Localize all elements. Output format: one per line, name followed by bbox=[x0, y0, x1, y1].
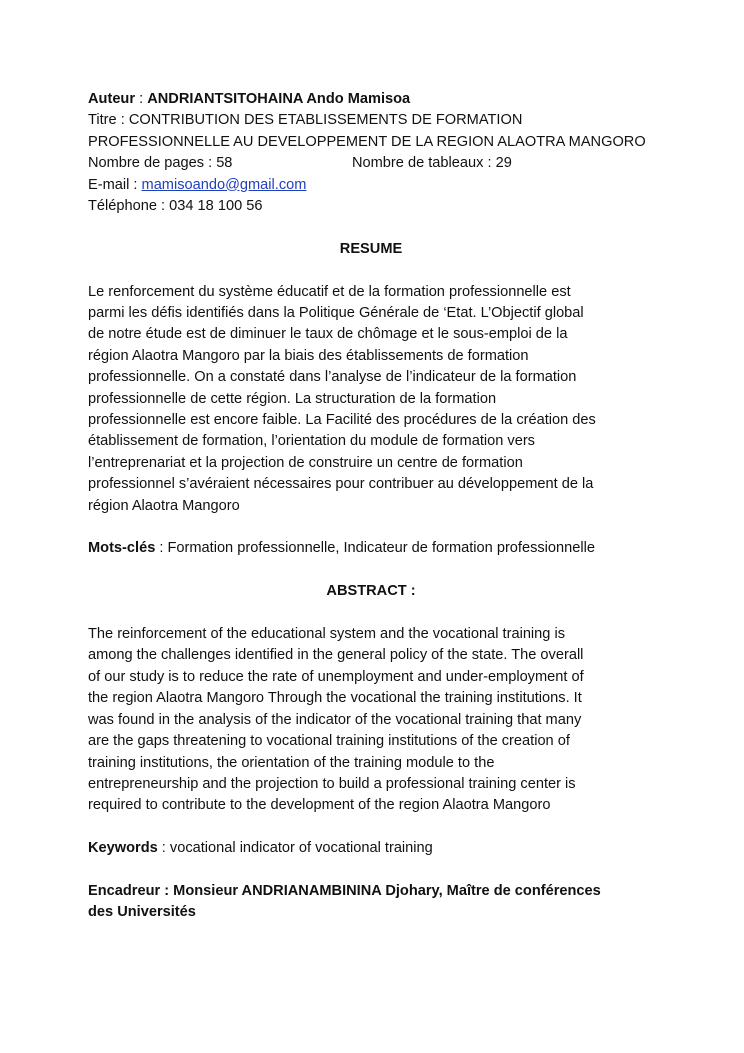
resume-keywords-label: Mots-clés bbox=[88, 540, 156, 557]
document-page bbox=[88, 89, 654, 924]
author-label: Auteur bbox=[88, 91, 136, 107]
pages-separator: : bbox=[204, 155, 217, 172]
abstract-keywords-label: Keywords bbox=[88, 840, 158, 857]
supervisor-line-1 bbox=[88, 881, 654, 902]
phone-value: 034 18 100 56 bbox=[169, 198, 263, 215]
phone-separator: : bbox=[156, 198, 170, 215]
title-label: Titre bbox=[88, 112, 117, 129]
email-line bbox=[88, 175, 654, 196]
pages-count bbox=[88, 153, 352, 174]
abstract-heading: ABSTRACT : bbox=[326, 583, 416, 600]
resume-keywords-separator: : bbox=[155, 540, 168, 557]
abstract-paragraph bbox=[88, 624, 654, 817]
abstract-keywords bbox=[88, 838, 654, 859]
pages-label: Nombre de pages bbox=[88, 155, 205, 172]
phone-label: Téléphone bbox=[88, 198, 157, 215]
spacer bbox=[88, 517, 654, 538]
resume-line: professionnelle est encore faible. La Facilité des procédures de la création des bbox=[88, 412, 596, 429]
tables-label: Nombre de tableaux bbox=[352, 155, 484, 172]
abstract-line: training institutions, the orientation of the training module to the bbox=[88, 754, 495, 771]
abstract-line: was found in the analysis of the indicator of the vocational training that many bbox=[88, 711, 582, 728]
resume-line: parmi les défis identifiés dans la Politique Générale de ‘Etat. L’Objectif global bbox=[88, 305, 584, 322]
resume-line: Le renforcement du système éducatif et de la formation professionnelle est bbox=[88, 283, 571, 300]
resume-line: région Alaotra Mangoro par la biais des établissements de formation bbox=[88, 347, 529, 364]
resume-heading: RESUME bbox=[339, 240, 403, 257]
resume-line: l’entreprenariat et la projection de construire un centre de formation bbox=[88, 454, 523, 471]
spacer bbox=[88, 860, 654, 881]
author-separator: : bbox=[135, 91, 148, 107]
tables-value: 29 bbox=[495, 155, 512, 172]
title-text-2: PROFESSIONNELLE AU DEVELOPPEMENT DE LA REGION ALAOTRA MANGORO bbox=[88, 133, 646, 150]
spacer bbox=[88, 817, 654, 838]
abstract-line: are the gaps threatening to vocational training institutions of the creation of bbox=[88, 733, 570, 750]
pages-value: 58 bbox=[216, 155, 233, 172]
supervisor-label: Encadreur bbox=[88, 882, 165, 899]
resume-keywords-value: Formation professionnelle, Indicateur de formation professionnelle bbox=[167, 540, 595, 557]
abstract-line: required to contribute to the development of the region Alaotra Mangoro bbox=[88, 797, 551, 814]
author-name: ANDRIANTSITOHAINA Ando Mamisoa bbox=[147, 91, 411, 107]
abstract-line: among the challenges identified in the general policy of the state. The overall bbox=[88, 647, 584, 664]
author-line bbox=[88, 89, 654, 110]
title-separator: : bbox=[116, 112, 129, 129]
supervisor-separator: : bbox=[164, 882, 174, 899]
supervisor-text-1: Monsieur ANDRIANAMBININA Djohary, Maître de conférences bbox=[173, 882, 601, 899]
spacer bbox=[88, 603, 654, 624]
spacer bbox=[88, 217, 654, 238]
resume-line: professionnel s’avéraient nécessaires pour contribuer au développement de la bbox=[88, 476, 594, 493]
title-text-1: CONTRIBUTION DES ETABLISSEMENTS DE FORMATION bbox=[128, 112, 523, 129]
resume-line: établissement de formation, l’orientation du module de formation vers bbox=[88, 433, 535, 450]
abstract-line: of our study is to reduce the rate of unemployment and under-employment of bbox=[88, 668, 584, 685]
tables-count bbox=[352, 155, 512, 171]
resume-line: de notre étude est de diminuer le taux de chômage et le sous-emploi de la bbox=[88, 326, 568, 343]
spacer bbox=[88, 260, 654, 281]
abstract-keywords-value: vocational indicator of vocational training bbox=[169, 840, 433, 857]
email-label: E-mail bbox=[88, 176, 130, 193]
email-link[interactable]: mamisoando@gmail.com bbox=[141, 176, 307, 193]
abstract-line: The reinforcement of the educational system and the vocational training is bbox=[88, 626, 565, 643]
abstract-line: entrepreneurship and the projection to build a professional training center is bbox=[88, 775, 576, 792]
resume-paragraph bbox=[88, 282, 654, 517]
spacer bbox=[88, 560, 654, 581]
tables-separator: : bbox=[483, 155, 496, 172]
resume-keywords bbox=[88, 538, 654, 559]
abstract-line: the region Alaotra Mangoro Through the vocational the training institutions. It bbox=[88, 690, 582, 707]
supervisor-text-2: des Universités bbox=[88, 904, 196, 921]
counts-line bbox=[88, 153, 654, 174]
resume-line: professionnelle de cette région. La structuration de la formation bbox=[88, 390, 497, 407]
resume-line: professionnelle. On a constaté dans l’analyse de l’indicateur de la formation bbox=[88, 369, 577, 386]
resume-line: région Alaotra Mangoro bbox=[88, 497, 240, 514]
title-line-2 bbox=[88, 132, 654, 153]
supervisor-line-2 bbox=[88, 902, 654, 923]
phone-line bbox=[88, 196, 654, 217]
title-line-1 bbox=[88, 110, 654, 131]
email-separator: : bbox=[129, 176, 142, 193]
abstract-keywords-separator: : bbox=[157, 840, 170, 857]
